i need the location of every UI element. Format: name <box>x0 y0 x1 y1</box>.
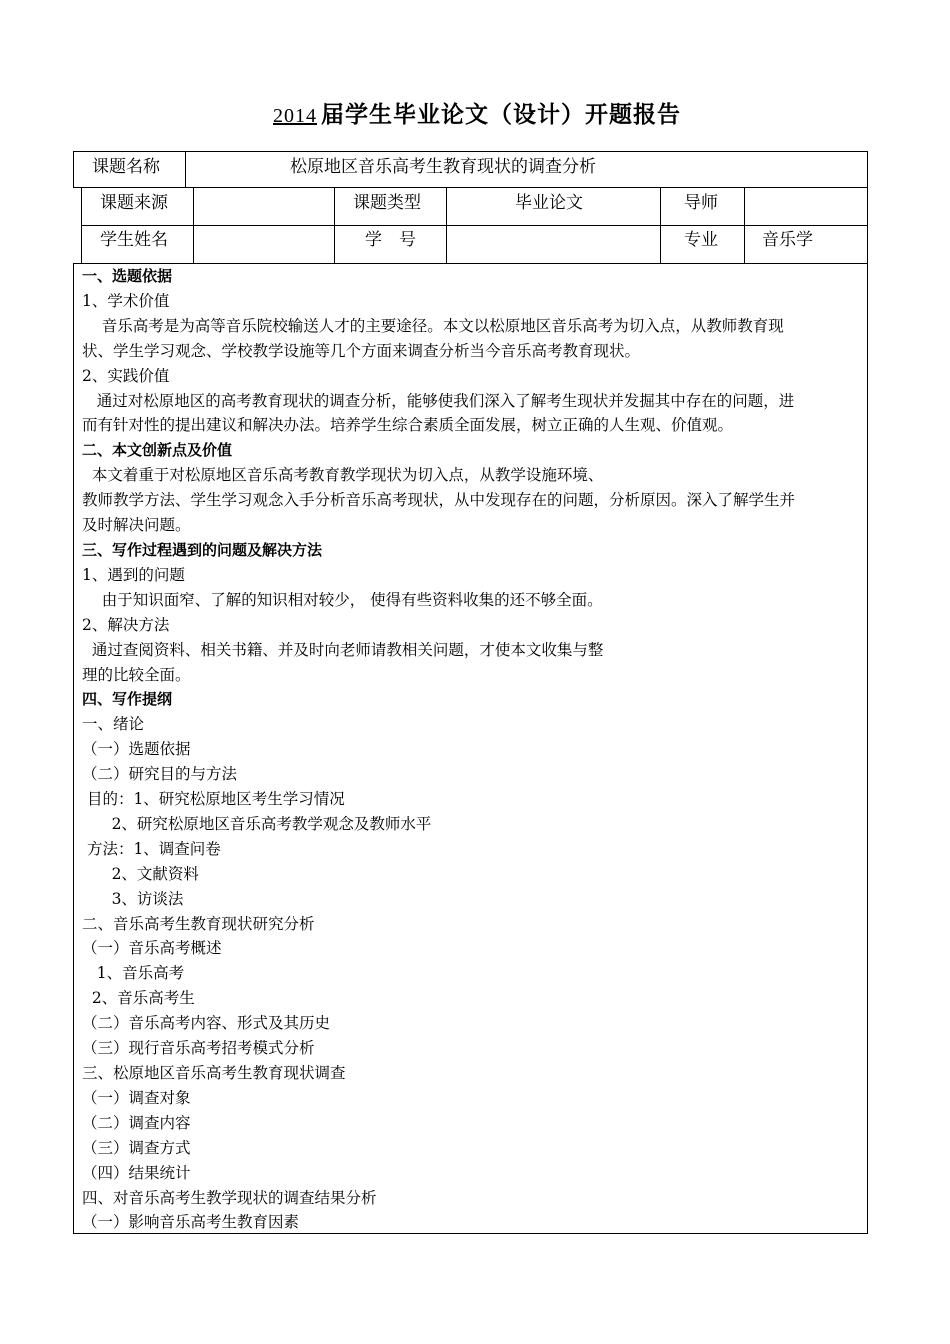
name-label: 学生姓名 <box>100 230 168 250</box>
title-text: 届学生毕业论文（设计）开题报告 <box>321 102 681 128</box>
body-line: 及时解决问题。 <box>82 516 191 535</box>
title-year: 2014 <box>273 105 317 127</box>
body-line: 由于知识面窄、了解的知识相对较少， 使得有些资料收集的还不够全面。 <box>82 590 603 609</box>
body-line: 方法：1、调查问卷 <box>82 839 221 858</box>
body-line: 2、研究松原地区音乐高考教学观念及教师水平 <box>82 814 432 833</box>
body-line: （二）音乐高考内容、形式及其历史 <box>82 1014 331 1033</box>
body-line: （一）影响音乐高考生教育因素 <box>82 1213 300 1232</box>
major-label: 专业 <box>684 230 718 250</box>
body-line: 1、音乐高考 <box>82 964 185 983</box>
body-line: 三、松原地区音乐高考生教育现状调查 <box>82 1064 346 1082</box>
section-heading: 一、选题依据 <box>82 267 173 285</box>
body-line: 一、绪论 <box>82 715 145 734</box>
body-line: 1、遇到的问题 <box>82 565 185 584</box>
body-line: 四、对音乐高考生教学现状的调查结果分析 <box>82 1188 377 1207</box>
body-line: （一）调查对象 <box>82 1088 191 1107</box>
section-heading: 三、写作过程遇到的问题及解决方法 <box>82 540 323 559</box>
body-line: 理的比较全面。 <box>82 665 191 684</box>
source-label: 课题来源 <box>100 193 168 213</box>
body-line: （二）调查内容 <box>82 1113 191 1132</box>
body-line: 2、实践价值 <box>82 366 170 385</box>
body-line: 而有针对性的提出建议和解决办法。培养学生综合素质全面发展，树立正确的人生观、价值观。 <box>82 416 734 435</box>
type-value: 毕业论文 <box>515 193 583 213</box>
body-line: 状、学生学习观念、学校教学设施等几个方面来调查分析当今音乐高考教育现状。 <box>82 341 641 360</box>
body-line: 3、访谈法 <box>82 889 184 908</box>
body-line: （三）调查方式 <box>82 1138 191 1157</box>
body-line: 1、学术价值 <box>82 291 170 310</box>
body-line: 音乐高考是为高等音乐院校输送人才的主要途径。本文以松原地区音乐高考为切入点，从教师教育现 <box>82 316 784 335</box>
report-body <box>82 264 862 1235</box>
body-line: 2、文献资料 <box>82 864 199 883</box>
body-line: 二、音乐高考生教育现状研究分析 <box>82 914 315 933</box>
advisor-label: 导师 <box>684 193 718 213</box>
topic-value: 松原地区音乐高考生教育现状的调查分析 <box>290 157 596 177</box>
type-label: 课题类型 <box>353 193 421 213</box>
body-line: （三）现行音乐高考招考模式分析 <box>82 1039 315 1058</box>
student-id-label: 学 号 <box>365 230 416 250</box>
major-value: 音乐学 <box>762 230 813 250</box>
body-line: 通过查阅资料、相关书籍、并及时向老师请教相关问题，才使本文收集与整 <box>82 640 604 659</box>
body-line: 本文着重于对松原地区音乐高考教育教学现状为切入点，从教学设施环境、 <box>82 466 604 485</box>
body-line: 2、音乐高考生 <box>82 989 195 1008</box>
body-line: （二）研究目的与方法 <box>82 765 238 784</box>
body-line: 教师教学方法、学生学习观念入手分析音乐高考现状，从中发现存在的问题，分析原因。深入了解学生并 <box>82 491 796 510</box>
body-line: 2、解决方法 <box>82 615 170 634</box>
section-heading: 二、本文创新点及价值 <box>82 441 233 460</box>
page-title <box>0 96 950 129</box>
topic-label: 课题名称 <box>92 157 160 177</box>
body-line: （四）结果统计 <box>82 1163 191 1182</box>
section-heading: 四、写作提纲 <box>82 690 173 709</box>
body-line: 通过对松原地区的高考教育现状的调查分析，能够使我们深入了解考生现状并发掘其中存在的问题，进 <box>82 391 795 410</box>
body-line: （一）音乐高考概述 <box>82 939 222 958</box>
body-line: 目的：1、研究松原地区考生学习情况 <box>82 790 345 809</box>
body-line: （一）选题依据 <box>82 740 191 759</box>
